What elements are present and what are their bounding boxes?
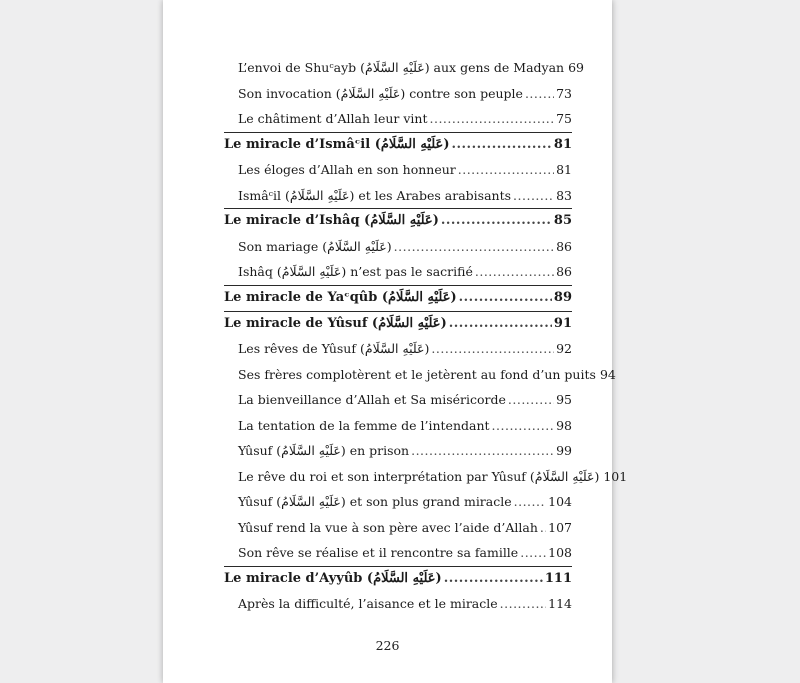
dot-leader [441, 213, 552, 229]
dot-leader [508, 392, 554, 408]
entry-title: Son rêve se réalise et il rencontre sa famille [238, 545, 519, 560]
entry-title: Le miracle d’Ishâq (عَلَيْهِ السَّلَامُ) [224, 213, 439, 228]
entry-title: Son mariage (عَلَيْهِ السَّلَامُ) [238, 239, 392, 254]
entry-page-number: 89 [553, 290, 572, 305]
dot-leader [500, 596, 546, 612]
chapter-entry [224, 290, 572, 306]
dot-leader [459, 290, 552, 306]
dot-leader [458, 162, 554, 178]
section-entry [238, 367, 616, 383]
entry-title: Yûsuf (عَلَيْهِ السَّلَامُ) et son plus grand miracle [238, 494, 512, 509]
dot-leader [513, 188, 554, 204]
entry-title: Le miracle d’Ayyûb (عَلَيْهِ السَّلَامُ) [224, 571, 442, 586]
entry-title: Le miracle de Yûsuf (عَلَيْهِ السَّلَامُ) [224, 316, 447, 331]
entry-title: Après la difficulté, l’aisance et le miracle [238, 596, 498, 611]
section-entry [238, 239, 572, 255]
chapter-divider [224, 208, 572, 209]
entry-page-number: 69 [568, 60, 585, 75]
entry-page-number: 83 [556, 188, 572, 203]
section-entry [238, 418, 572, 434]
section-entry [238, 494, 572, 510]
entry-title: Le miracle de Yaᶜqûb (عَلَيْهِ السَّلَامُ) [224, 290, 457, 305]
book-page [163, 0, 628, 683]
entry-page-number: 85 [553, 213, 572, 228]
entry-page-number: 99 [556, 443, 572, 458]
entry-page-number: 86 [556, 264, 572, 279]
dot-leader [411, 443, 554, 459]
dot-leader [475, 264, 554, 280]
entry-title: La bienveillance d’Allah et Sa miséricorde [238, 392, 506, 407]
chapter-divider [224, 566, 572, 567]
chapter-entry [224, 137, 572, 153]
entry-title: Ishâq (عَلَيْهِ السَّلَامُ) n’est pas le sacrifié [238, 264, 473, 279]
entry-page-number: 81 [553, 137, 572, 152]
entry-title: Son invocation (عَلَيْهِ السَّلَامُ) contre son peuple [238, 86, 523, 101]
section-entry [238, 162, 572, 178]
dot-leader [451, 137, 551, 153]
section-entry [238, 111, 572, 127]
section-entry [238, 520, 572, 536]
entry-page-number: 111 [544, 571, 572, 586]
section-entry [238, 545, 572, 561]
section-entry [238, 188, 572, 204]
entry-title: Yûsuf rend la vue à son père avec l’aide d’Allah [238, 520, 538, 535]
entry-page-number: 114 [548, 596, 572, 611]
entry-page-number: 107 [548, 520, 572, 535]
section-entry [238, 392, 572, 408]
entry-title: Ismâᶜil (عَلَيْهِ السَّلَامُ) et les Arabes arabisants [238, 188, 512, 203]
chapter-entry [224, 316, 572, 332]
dot-leader [444, 571, 543, 587]
entry-page-number: 81 [556, 162, 572, 177]
chapter-divider [224, 132, 572, 133]
table-of-contents [163, 0, 628, 683]
dot-leader [540, 520, 546, 536]
entry-page-number: 98 [556, 418, 572, 433]
dot-leader [492, 418, 555, 434]
section-entry [238, 341, 572, 357]
entry-page-number: 86 [556, 239, 572, 254]
entry-page-number: 92 [556, 341, 572, 356]
section-entry [238, 86, 572, 102]
entry-page-number: 91 [553, 316, 572, 331]
entry-page-number: 73 [556, 86, 572, 101]
dot-leader [514, 494, 547, 510]
entry-title: Les éloges d’Allah en son honneur [238, 162, 456, 177]
dot-leader [520, 545, 546, 561]
dot-leader [449, 316, 552, 332]
entry-page-number: 104 [548, 494, 572, 509]
section-entry [238, 443, 572, 459]
dot-leader [525, 86, 554, 102]
chapter-divider [224, 311, 572, 312]
entry-page-number: 75 [556, 111, 572, 126]
dot-leader [394, 239, 554, 255]
entry-page-number: 95 [556, 392, 572, 407]
entry-title: La tentation de la femme de l’intendant [238, 418, 490, 433]
section-entry [238, 596, 572, 612]
dot-leader [430, 111, 555, 127]
chapter-divider [224, 285, 572, 286]
entry-page-number: 101 [603, 469, 628, 484]
entry-title: Le miracle d’Ismâᶜil (عَلَيْهِ السَّلَامُ) [224, 137, 450, 152]
entry-page-number: 108 [548, 545, 572, 560]
entry-title: Le châtiment d’Allah leur vint [238, 111, 428, 126]
chapter-entry [224, 213, 572, 229]
section-entry [238, 60, 585, 76]
dot-leader [431, 341, 554, 357]
section-entry [238, 264, 572, 280]
chapter-entry [224, 571, 572, 587]
entry-title: L’envoi de Shuᶜayb (عَلَيْهِ السَّلَامُ) aux gens de Madyan [238, 60, 565, 75]
page-number: 226 [375, 638, 400, 653]
entry-page-number: 94 [599, 367, 616, 382]
entry-title: Yûsuf (عَلَيْهِ السَّلَامُ) en prison [238, 443, 410, 458]
entry-title: Le rêve du roi et son interprétation par Yûsuf (عَلَيْهِ السَّلَامُ) [238, 469, 600, 484]
entry-title: Ses frères complotèrent et le jetèrent au fond d’un puits [238, 367, 596, 382]
section-entry [238, 469, 628, 485]
entry-title: Les rêves de Yûsuf (عَلَيْهِ السَّلَامُ) [238, 341, 430, 356]
